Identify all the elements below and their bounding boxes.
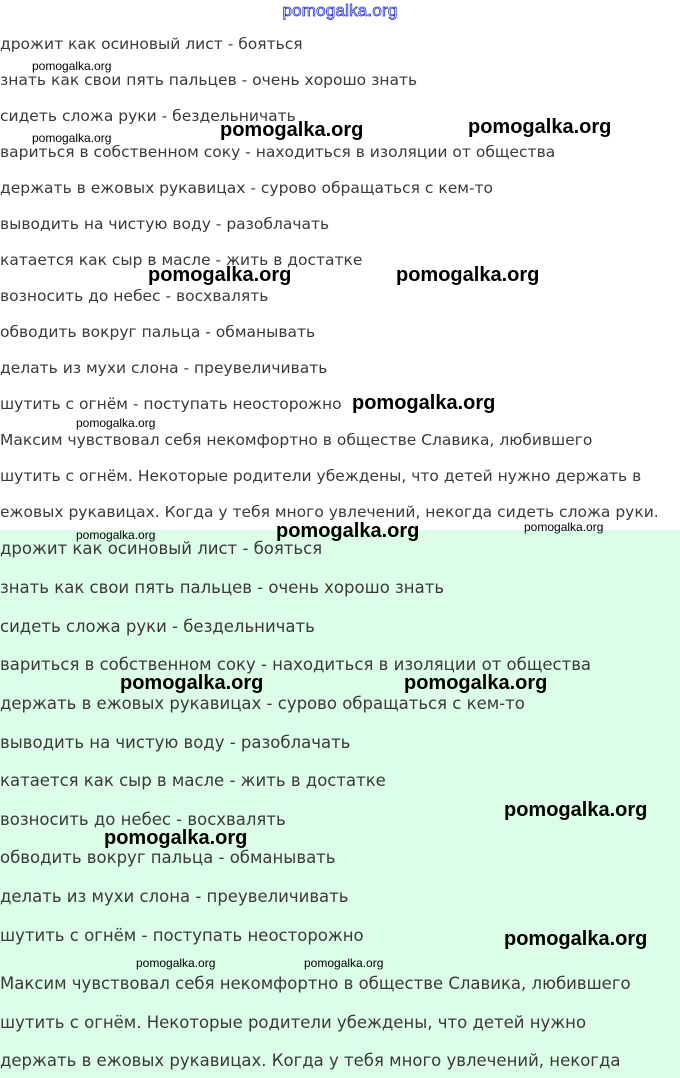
watermark: pomogalka.org [276,520,420,542]
text-line: шутить с огнём - поступать неосторожно [0,926,364,945]
text-line: держать в ежовых рукавицах. Когда у тебя много увлечений, некогда [0,1051,621,1070]
watermark: pomogalka.org [76,528,156,542]
watermark: pomogalka.org [396,264,540,286]
text-line: шутить с огнём. Некоторые родители убеждены, что детей нужно держать в [0,467,642,485]
watermark: pomogalka.org [148,264,292,286]
watermark: pomogalka.org [352,392,496,414]
watermark: pomogalka.org [468,116,612,138]
watermark: pomogalka.org [404,672,548,694]
text-line: знать как свои пять пальцев - очень хорошо знать [0,578,445,597]
watermark: pomogalka.org [504,799,648,821]
watermark: pomogalka.org [304,956,384,970]
text-line: ежовых рукавицах. Когда у тебя много увлечений, некогда сидеть сложа руки. [0,503,659,521]
text-line: держать в ежовых рукавицах - сурово обращаться с кем-то [0,179,494,197]
phraseology-section-top [0,30,680,530]
text-line: возносить до небес - восхвалять [0,287,269,305]
watermark: pomogalka.org [136,956,216,970]
text-line: шутить с огнём. Некоторые родители убеждены, что детей нужно [0,1013,587,1032]
text-line: катается как сыр в масле - жить в достатке [0,771,386,790]
text-line: знать как свои пять пальцев - очень хорошо знать [0,71,418,89]
text-line: вариться в собственном соку - находиться в изоляции от общества [0,143,556,161]
text-line: делать из мухи слона - преувеличивать [0,887,349,906]
text-line: обводить вокруг пальца - обманывать [0,848,336,867]
text-line: сидеть сложа руки - бездельничать [0,617,315,636]
text-line: вариться в собственном соку - находиться в изоляции от общества [0,655,592,674]
text-line: возносить до небес - восхвалять [0,810,286,829]
text-line: Максим чувствовал себя некомфортно в обществе Славика, любившего [0,974,631,993]
text-line: сидеть сложа руки - бездельничать [0,107,296,125]
watermark: pomogalka.org [504,928,648,950]
text-line: шутить с огнём - поступать неосторожно [0,395,342,413]
watermark: pomogalka.org [120,672,264,694]
text-line: выводить на чистую воду - разоблачать [0,733,351,752]
text-line: обводить вокруг пальца - обманывать [0,323,316,341]
watermark: pomogalka.org [104,827,248,849]
watermark: pomogalka.org [220,119,364,141]
watermark: pomogalka.org [32,131,112,145]
text-line: катается как сыр в масле - жить в достатке [0,251,363,269]
text-line: Максим чувствовал себя некомфортно в обществе Славика, любившего [0,431,593,449]
text-line: выводить на чистую воду - разоблачать [0,215,330,233]
text-line: дрожит как осиновый лист - бояться [0,539,323,558]
site-header[interactable]: pomogalka.org [282,1,398,20]
text-line: держать в ежовых рукавицах - сурово обращаться с кем-то [0,694,525,713]
watermark: pomogalka.org [76,416,156,430]
text-line: дрожит как осиновый лист - бояться [0,35,303,53]
text-line: делать из мухи слона - преувеличивать [0,359,328,377]
watermark: pomogalka.org [32,59,112,73]
watermark: pomogalka.org [524,520,604,534]
